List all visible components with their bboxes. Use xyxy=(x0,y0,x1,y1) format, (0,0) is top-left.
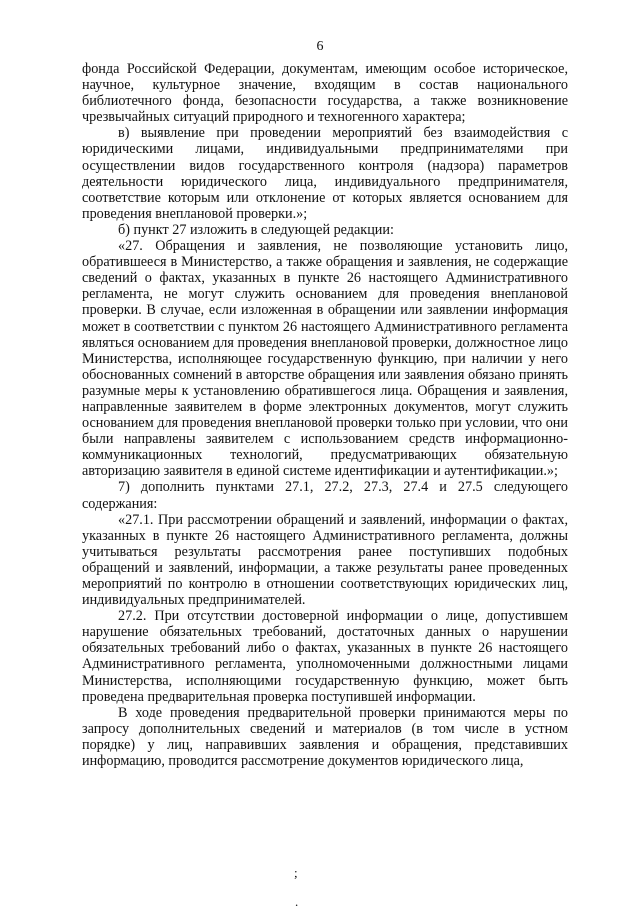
bottom-mark-dot: . xyxy=(295,894,299,909)
paragraph-continuation: фонда Российской Федерации, документам, имеющим особое историческое, научное, культурное значение, входящим в состав национального библиотечного фонда, безопасности государства, а также возникновение чрезвычайных ситуаций природного и техногенного характера; xyxy=(82,61,568,126)
paragraph-clause-27-1: «27.1. При рассмотрении обращений и заявлений, информации о фактах, указанных в пункте 26 настоящего Административного регламента, должны учитываться результаты рассмотрения ранее поступивших подобных обращений и заявлений, информации, а также результаты ранее проведенных мероприятий по контролю в отношении соответствующих юридических лиц, индивидуальных предпринимателей. xyxy=(82,511,568,609)
bottom-mark-semicolon: ; xyxy=(294,865,298,880)
paragraph-clause-27: «27. Обращения и заявления, не позволяющие установить лицо, обратившееся в Министерство, а также обращения и заявления, не содержащие сведений о фактах, указанных в пункте 26 настоящего Административного регламента, не могут служить основанием для проведения внеплановой проверки. В случае, если изложенная в обращении или заявлении информация может в соответствии с пунктом 26 настоящего Административного регламента являться основанием для проведения внеплановой проверки, должностное лицо Министерства, исполняющее государственную функцию, при наличии у него обоснованных сомнений в авторстве обращения или заявления обязано принять разумные меры к установлению обратившегося лица. Обращения и заявления, направленные заявителем в форме электронных документов, могут служить основанием для проведения внеплановой проверки только при условии, что они были направлены заявителем с использованием средств информационно-коммуникационных технологий, предусматривающих обязательную авторизацию заявителя в единой системе идентификации и аутентификации.»; xyxy=(82,238,568,480)
paragraph-clause-27-2: 27.2. При отсутствии достоверной информации о лице, допустившем нарушение обязательных требований, достаточных данных о нарушении обязательных требований либо о фактах, указанных в пункте 26 настоящего Административного регламента, уполномоченными должностными лицами Министерства, исполняющими государственную функцию, может быть проведена предварительная проверка поступившей информации. xyxy=(82,608,568,705)
paragraph-item-6: б) пункт 27 изложить в следующей редакции: xyxy=(118,221,394,238)
document-body xyxy=(82,61,568,769)
paragraph-item-v: в) выявление при проведении мероприятий без взаимодействия с юридическими лицами, индивидуальными предпринимателями при осуществлении видов государственного контроля (надзора) параметров деятельности юридического лица, индивидуального предпринимателя, соответствие которым или отклонение от которых является основанием для проведения внеплановой проверки.»; xyxy=(82,125,568,222)
page-number: 6 xyxy=(316,39,324,54)
paragraph-preliminary-check: В ходе проведения предварительной проверки принимаются меры по запросу дополнительных сведений и материалов (в том числе в устном порядке) у лиц, направивших заявления и обращения, представивших информацию, проводится рассмотрение документов юридического лица, xyxy=(82,704,568,770)
paragraph-item-7: 7) дополнить пунктами 27.1, 27.2, 27.3, 27.4 и 27.5 следующего содержания: xyxy=(82,479,568,512)
